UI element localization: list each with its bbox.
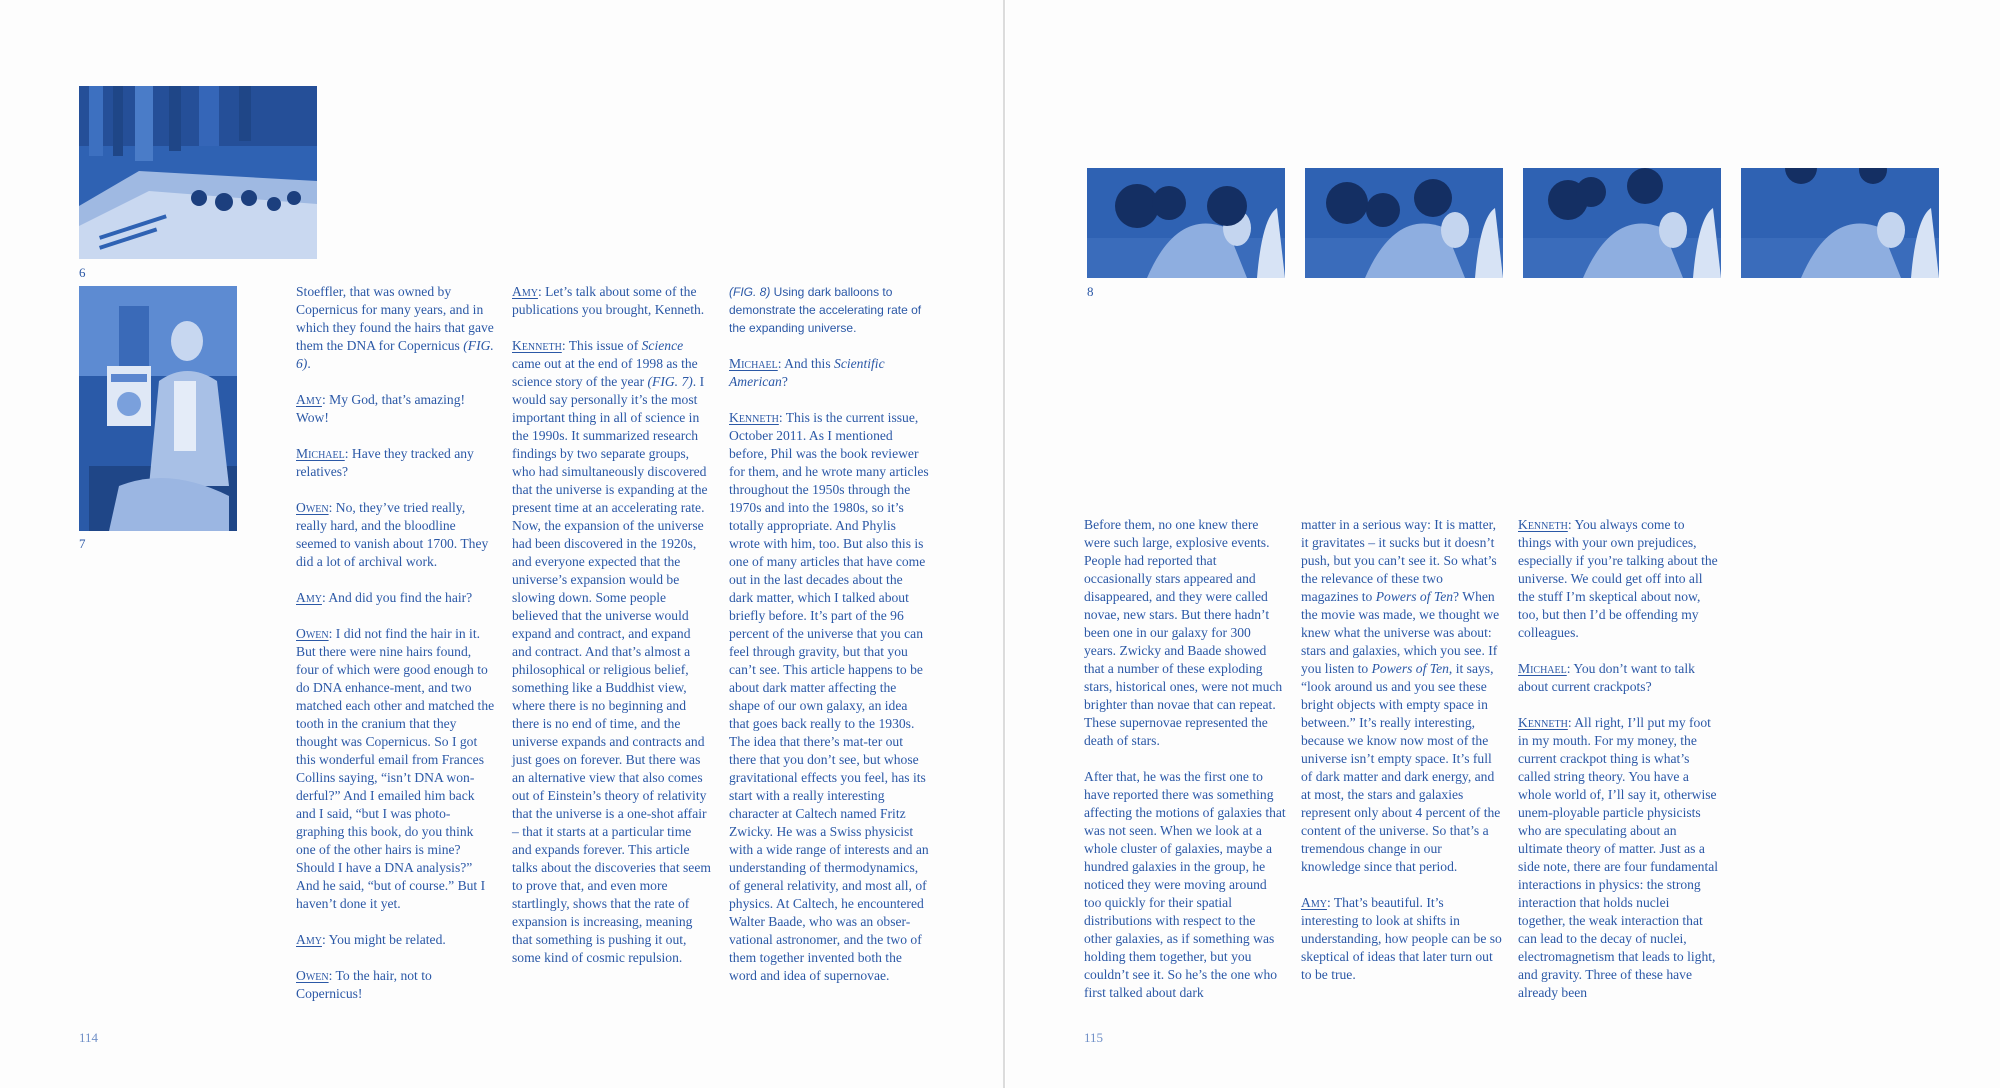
paragraph: Amy: My God, that’s amazing! Wow! [296, 392, 466, 425]
paragraph: matter in a serious way: It is matter, it gravitates – it sucks but it doesn’t push, but you can’t see it. So what’s the relevance of these two magazines to Powers of Ten? When the movie was made, we thought we knew what the universe was about: stars and galaxies, which you see. If you listen to Powers of Ten, it says, “look around us and you see these bright objects with empty space in between.” It’s really interesting, because we know now most of the universe isn’t empty space. It’s full of dark matter and dark energy, and at most, the stars and galaxies represent only about 4 percent of the content of the universe. So that’s a tremendous change in our knowledge since that period. [1301, 517, 1501, 874]
figure-8-caption: (FIG. 8) Using dark balloons to demonstrate the accelerating rate of the expanding universe. [729, 285, 922, 335]
figure-reference: (FIG. 6) [296, 338, 494, 371]
paragraph: Kenneth: This issue of Science came out at the end of 1998 as the science story of the year (FIG. 7). I would say personally it’s the most important thing in all of science in the 1990s. It summarized research findings by two separate groups, who had simultaneously discovered that the universe is expanding at the present time at an accelerating rate. Now, the expansion of the universe had been discovered in the 1920s, and everyone expected that the universe’s expansion would be slowing down. Some people believed that the universe would expand and contract, and expand and contract. And that’s almost a philosophical or religious belief, something like a Buddhist view, where there is no beginning and there is no end of time, and the universe expands and contracts and just goes on forever. But there was an alternative view that also comes out of Einstein’s theory of relativity that the universe is a one-shot affair – that it starts at a particular time and expands forever. This article talks about the discoveries that seem to prove that, and even more startlingly, shows that the rate of expansion is increasing, meaning that something is pushing it out, some kind of cosmic repulsion. [512, 338, 711, 965]
paragraph: Owen: I did not find the hair in it. But there were nine hairs found, four of which were good enough to do DNA enhance-ment, and two matched each other and matched the tooth in the cranium that they thought was Copernicus. So I got this wonderful email from Frances Collins saying, “isn’t DNA won-derful?” And I emailed him back and I said, “but I was photo-graphing this book, do you think one of the other hairs is mine? Should I have a DNA analysis?” And he said, “but of course.” But I haven’t done it yet. [296, 626, 495, 911]
speaker-name: Kenneth [729, 410, 779, 425]
paragraph: Stoeffler, that was owned by Copernicus for many years, and in which they found the hairs that gave them the DNA for Copernicus (FIG. 6). [296, 284, 494, 371]
page-gutter [1003, 0, 1005, 1088]
text-column-3 [729, 283, 929, 1003]
figure-reference: (FIG. 8) [729, 285, 771, 299]
speaker-name: Michael [729, 356, 778, 371]
text-column-6 [1518, 516, 1720, 1020]
page-number-left: 114 [79, 1030, 99, 1045]
paragraph: Michael: Have they tracked any relatives? [296, 446, 474, 479]
paragraph: Amy: You might be related. [296, 932, 446, 947]
paragraph: Before them, no one knew there were such large, explosive events. People had reported that occasionally stars appeared and disappeared, and they were called novae, new stars. But there hadn’t been one in our galaxy for 300 years. Zwicky and Baade showed that a number of these exploding stars, historical ones, were not much brighter than novae that can repeat. These supernovae represented the death of stars. [1084, 517, 1283, 748]
paragraph: Kenneth: All right, I’ll put my foot in my mouth. For my money, the current crackpot thing is what’s called string theory. You have a whole world of, I’ll say it, otherwise unem-ployable particle physicists who are speculating about an ultimate theory of matter. Just as a side note, there are four fundamental interactions in physics: the strong interaction that holds nuclei together, the weak interaction that can lead to the decay of nuclei, electromagnetism that leads to light, and gravity. Three of these have already been [1518, 715, 1719, 1000]
figure-8-balloons-frame-4 [1741, 168, 1939, 278]
speaker-name: Kenneth [1518, 517, 1568, 532]
film-title: Powers of Ten [1375, 589, 1454, 604]
text-column-4 [1084, 516, 1286, 1020]
paragraph: Owen: No, they’ve tried really, really hard, and the bloodline seemed to vanish about 1700. They did a lot of archival work. [296, 500, 489, 569]
paragraph: Michael: You don’t want to talk about current crackpots? [1518, 661, 1695, 694]
magazine-title: Scientific American [729, 356, 885, 389]
speaker-name: Amy [1301, 895, 1327, 910]
speaker-name: Michael [296, 446, 345, 461]
figure-7-portrait-photo [79, 286, 237, 531]
speaker-name: Amy [512, 284, 538, 299]
figure-7-number: 7 [79, 536, 86, 551]
speaker-name: Owen [296, 500, 329, 515]
speaker-name: Amy [296, 590, 322, 605]
figure-6-book-photo [79, 86, 317, 259]
speaker-name: Amy [296, 932, 322, 947]
speaker-name: Owen [296, 626, 329, 641]
speaker-name: Michael [1518, 661, 1567, 676]
paragraph: Michael: And this Scientific American? [729, 356, 885, 389]
speaker-name: Kenneth [1518, 715, 1568, 730]
figure-reference: (FIG. 7) [647, 374, 693, 389]
speaker-name: Amy [296, 392, 322, 407]
speaker-name: Kenneth [512, 338, 562, 353]
page-number-right: 115 [1084, 1030, 1104, 1045]
speaker-name: Owen [296, 968, 329, 983]
figure-8-number: 8 [1087, 284, 1094, 299]
text-column-5 [1301, 516, 1503, 1002]
paragraph: Amy: That’s beautiful. It’s interesting to look at shifts in understanding, how people can be so skeptical of ideas that later turn out to be true. [1301, 895, 1502, 982]
figure-6-number: 6 [79, 265, 86, 280]
text-column-2 [512, 283, 712, 985]
figure-8-balloons-frame-2 [1305, 168, 1503, 278]
paragraph: After that, he was the first one to have reported there was something affecting the motions of galaxies that was not seen. When we look at a whole cluster of galaxies, maybe a hundred galaxies in the group, he noticed they were moving around too quickly for their spatial distributions with respect to the other galaxies, as if something was holding them together, but you couldn’t see it. So he’s the one who first talked about dark [1084, 769, 1286, 1000]
paragraph: Kenneth: This is the current issue, October 2011. As I mentioned before, Phil was the book reviewer for them, and he wrote many articles throughout the 1950s through the 1970s and into the 1980s, so it’s totally appropriate. And Phylis wrote with him, too. But also this is one of many articles that have come out in the last decades about the dark matter, which I talked about briefly before. It’s part of the 96 percent of the universe that you can feel through gravity, but that you can’t see. This article happens to be about dark matter affecting the shape of our own galaxy, an idea that goes back really to the 1930s. The idea that there’s mat-ter out there that you don’t see, but whose gravitational effects you feel, has its start with a really interesting character at Caltech named Fritz Zwicky. He was a Swiss physicist with a wide range of interests and an understanding of thermodynamics, of general relativity, and most all, of physics. At Caltech, he encountered Walter Baade, who was an obser-vational astronomer, and the two of them together invented both the word and idea of supernovae. [729, 410, 929, 983]
text-column-1 [296, 283, 496, 1021]
paragraph: Amy: Let’s talk about some of the publications you brought, Kenneth. [512, 284, 705, 317]
paragraph: Owen: To the hair, not to Copernicus! [296, 968, 432, 1001]
figure-8-balloons-frame-1 [1087, 168, 1285, 278]
paragraph: Kenneth: You always come to things with your own prejudices, especially if you’re talking about the universe. We could get off into all the stuff I’m skeptical about now, too, but then I’d be offending my colleagues. [1518, 517, 1718, 640]
magazine-title: Science [641, 338, 684, 353]
paragraph: Amy: And did you find the hair? [296, 590, 473, 605]
film-title: Powers of Ten [1371, 661, 1449, 676]
figure-8-balloons-frame-3 [1523, 168, 1721, 278]
